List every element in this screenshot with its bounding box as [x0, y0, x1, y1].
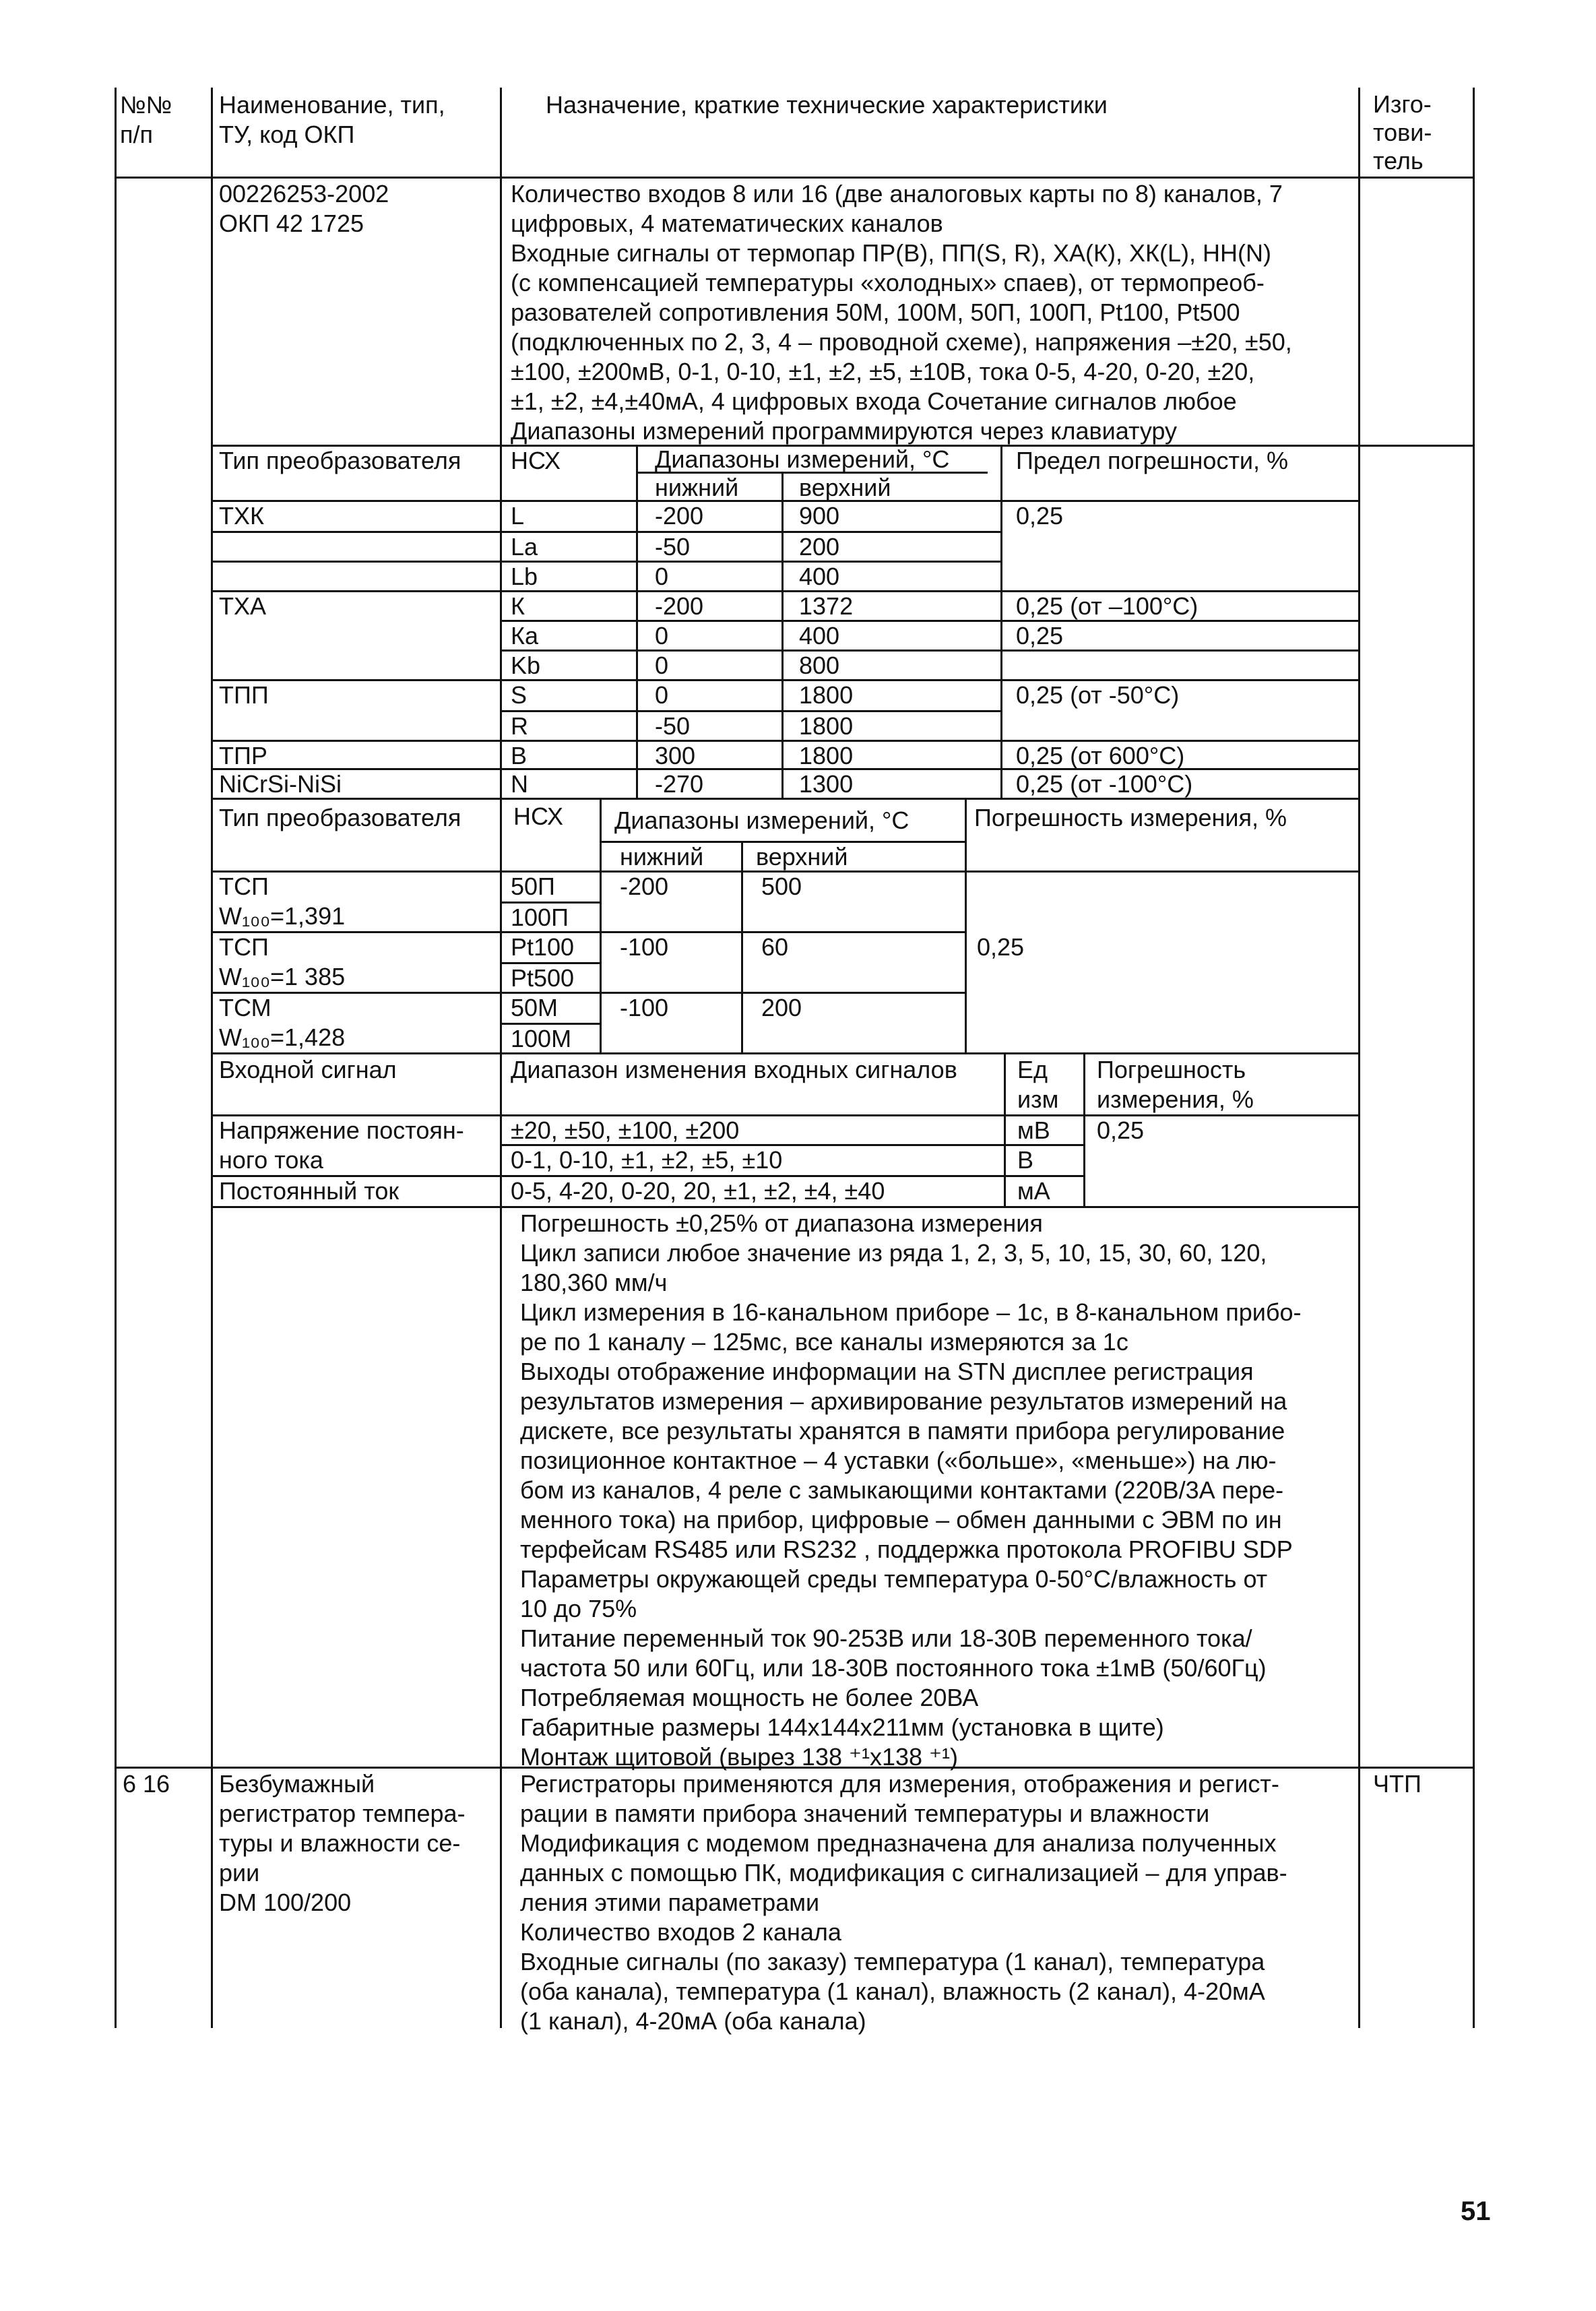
tc-r4 [500, 620, 1358, 622]
tc-head-high: верхний [799, 474, 891, 501]
tc-cell-err: 0,25 [1016, 622, 1064, 650]
sig-c1: 0-5, 4-20, 0-20, 20, ±1, ±2, ±4, ±40 [511, 1177, 885, 1205]
tc-cell-err: 0,25 (от 600°С) [1016, 742, 1185, 769]
tc-v-mid [781, 472, 784, 798]
sig-head-unit: Ед изм [1017, 1056, 1059, 1113]
tc-cell-nsx: Kb [511, 652, 541, 679]
rtd-head-low: нижний [620, 843, 704, 870]
tc-r6 [211, 679, 1358, 681]
rtd-cell-nsx2: 100П [511, 904, 569, 931]
tc-cell-type: ТХК [219, 502, 264, 530]
rtd-head-range: Диапазоны измерений, °С [614, 806, 909, 834]
tc-head-bottom [211, 500, 1358, 502]
tc-cell-nsx: Ка [511, 622, 538, 650]
rtd-err-value: 0,25 [977, 933, 1025, 961]
tc-head-low: нижний [655, 474, 739, 501]
rtd-cell-w: W₁₀₀=1,391 [219, 902, 346, 930]
tc-r7 [500, 710, 1000, 712]
tc-cell-high: 400 [799, 622, 840, 650]
tc-r2 [211, 561, 1000, 563]
tc-cell-nsx: L [511, 502, 525, 530]
tc-cell-type: ТПР [219, 742, 267, 769]
sig-u1: мВ [1017, 1116, 1050, 1144]
header-maker: Изго- тови- тель [1373, 90, 1432, 175]
tc-cell-high: 1800 [799, 712, 854, 740]
rtd-cell-high: 200 [761, 994, 802, 1021]
sig-v-unit [1004, 1052, 1006, 1206]
tc-v-err [1000, 445, 1002, 798]
item2-maker: ЧТП [1373, 1770, 1422, 1798]
tc-cell-low: 0 [655, 563, 669, 590]
tc-cell-nsx: К [511, 592, 525, 620]
rtd-cell-nsx2: 100М [511, 1025, 572, 1052]
item1-desc: Количество входов 8 или 16 (две аналоговых карты по 8) каналов, 7 цифровых, 4 математических каналов Входные сигналы от термопар ПР(В), ПП(S, R), ХА(К), ХК(L), НН(N) (с компенсацией температуры «холодных» спаев), от термопреоб- разователей сопротивления 50М, 100М, 50П, 100П, Pt100, Pt500 (подключенных по 2, 3, 4 – проводной схеме), напряжения –±20, ±50, ±100, ±200мВ, 0-1, 0-10, ±1, ±2, ±5, ±10В, тока 0-5, 4-20, 0-20, ±20, ±1, ±2, ±4,±40мА, 4 цифровых входа Сочетание сигналов любое Диапазоны измерений программируются через клавиатуру [511, 180, 1292, 445]
tc-cell-err: 0,25 (от –100°С) [1016, 592, 1199, 620]
tc-cell-high: 1800 [799, 681, 854, 709]
col-divider-1 [211, 88, 213, 2028]
tc-cell-low: -200 [655, 592, 704, 620]
tc-cell-err: 0,25 (от -100°С) [1016, 770, 1193, 798]
rtd-cell-nsx1: 50М [511, 994, 558, 1021]
sig-head-err: Погрешность измерения, % [1097, 1056, 1254, 1113]
tc-cell-low: -50 [655, 533, 691, 561]
sig-head-range: Диапазон изменения входных сигналов [511, 1056, 957, 1083]
rtd-head-nsx: НСХ [513, 802, 563, 830]
rtd-r4 [211, 992, 965, 994]
border-right [1473, 88, 1475, 2028]
rtd-v-err [965, 798, 967, 1052]
tc-head-nsx: НСХ [511, 447, 561, 474]
rtd-bottom [211, 1052, 1358, 1054]
tc-cell-nsx: R [511, 712, 528, 740]
tc-v-nsx [636, 445, 638, 798]
rtd-cell-type: ТСМ [219, 994, 272, 1021]
rtd-cell-w: W₁₀₀=1,428 [219, 1023, 346, 1051]
tc-cell-type: ТХА [219, 592, 267, 620]
rtd-v-nsx [600, 798, 602, 1052]
page-number: 51 [1461, 2196, 1491, 2226]
tc-cell-low: 300 [655, 742, 696, 769]
tc-cell-low: 0 [655, 622, 669, 650]
tc-cell-nsx: La [511, 533, 538, 561]
header-num: №№ п/п [120, 91, 172, 148]
sig-u2: В [1017, 1146, 1034, 1174]
border-left [115, 88, 117, 2028]
item1-codes: 00226253-2002 ОКП 42 1725 [219, 180, 389, 237]
tc-cell-high: 400 [799, 563, 840, 590]
tc-r1 [211, 531, 1000, 533]
tc-head-range: Диапазоны измерений, °С [655, 445, 950, 473]
item2-num: 6 16 [123, 1770, 170, 1798]
rtd-cell-w: W₁₀₀=1 385 [219, 963, 346, 990]
header-name: Наименование, тип, ТУ, код ОКП [219, 91, 445, 148]
rtd-cell-high: 60 [761, 933, 789, 961]
rtd-r2 [211, 931, 965, 933]
tc-cell-low: 0 [655, 681, 669, 709]
tc-cell-high: 200 [799, 533, 840, 561]
sig-v1: ±20, ±50, ±100, ±200 [511, 1116, 740, 1144]
tc-cell-high: 1800 [799, 742, 854, 769]
tc-cell-nsx: S [511, 681, 528, 709]
sig-bottom [211, 1206, 1358, 1208]
col-divider-3 [1358, 88, 1360, 2028]
tc-cell-low: -270 [655, 770, 704, 798]
rtd-cell-type: ТСП [219, 873, 269, 900]
tc-cell-high: 1372 [799, 592, 854, 620]
tc-r5 [500, 650, 1358, 652]
item2-name: Безбумажный регистратор темпера- туры и влажности се- рии DM 100/200 [219, 1770, 466, 1916]
rtd-cell-nsx1: 50П [511, 873, 555, 900]
rtd-cell-low: -100 [620, 994, 669, 1021]
tc-cell-high: 800 [799, 652, 840, 679]
tc-cell-type: NiCrSi-NiSi [219, 770, 342, 798]
tc-cell-low: -200 [655, 502, 704, 530]
rtd-cell-type: ТСП [219, 933, 269, 961]
rtd-head-type: Тип преобразователя [219, 804, 461, 831]
sig-v2: 0-1, 0-10, ±1, ±2, ±5, ±10 [511, 1146, 783, 1174]
rtd-head-high: верхний [756, 843, 848, 870]
item2-desc: Регистраторы применяются для измерения, отображения и регист- рации в памяти прибора значений температуры и влажности Модификация с модемом предназначена для анализа полученных данных с помощью ПК, модификация с сигнализацией – для управ- ления этими параметрами Количество входов 2 канала Входные сигналы (по заказу) температура (1 канал), температура (оба канала), температура (1 канал), влажность (2 канал), 4-20мА (1 канал), 4-20мА (оба канала) [520, 1770, 1287, 2035]
tc-cell-nsx: Lb [511, 563, 538, 590]
sig-v-err [1083, 1052, 1085, 1206]
tc-cell-high: 1300 [799, 770, 854, 798]
rtd-cell-nsx2: Pt500 [511, 964, 575, 992]
sig-current-label: Постоянный ток [219, 1177, 400, 1205]
rtd-cell-low: -200 [620, 873, 669, 900]
tc-cell-type: ТПП [219, 681, 269, 709]
rtd-v-mid [741, 841, 743, 1052]
tc-cell-nsx: В [511, 742, 528, 769]
sig-u3: мА [1017, 1177, 1050, 1205]
rtd-cell-low: -100 [620, 933, 669, 961]
tc-cell-nsx: N [511, 770, 528, 798]
header-purpose: Назначение, краткие технические характеристики [546, 91, 1108, 119]
header-bottom [115, 177, 1475, 179]
tc-cell-err: 0,25 [1016, 502, 1064, 530]
tc-head-type: Тип преобразователя [219, 447, 461, 474]
sig-err: 0,25 [1097, 1116, 1145, 1144]
tc-head-err: Предел погрешности, % [1016, 447, 1289, 474]
sig-head-signal: Входной сигнал [219, 1056, 397, 1083]
sig-voltage-label: Напряжение постоян- ного тока [219, 1116, 464, 1174]
tc-r8 [211, 740, 1358, 742]
tc-cell-high: 900 [799, 502, 840, 530]
tc-cell-low: -50 [655, 712, 691, 740]
tc-cell-low: 0 [655, 652, 669, 679]
tc-cell-err: 0,25 (от -50°С) [1016, 681, 1180, 709]
rtd-cell-nsx1: Pt100 [511, 933, 575, 961]
rtd-head-err: Погрешность измерения, % [974, 804, 1287, 831]
rtd-cell-high: 500 [761, 873, 802, 900]
col-divider-2 [500, 88, 502, 2028]
item1-more: Погрешность ±0,25% от диапазона измерения Цикл записи любое значение из ряда 1, 2, 3, 5, 10, 15, 30, 60, 120, 180,360 мм/ч Цикл измерения в 16-канальном приборе – 1с, в 8-канальном прибо- ре по 1 каналу – 125мс, все каналы измеряются за 1с Выходы отображение информации на STN дисплее регистрация результатов измерения – архивирование результатов измерений на дискете, все результаты хранятся в памяти прибора регулирование позиционное контактное – 4 уставки («больше», «меньше») на лю- бом из каналов, 4 реле с замыкающими контактами (220В/3А пере- менного тока) на прибор, цифровые – обмен данными с ЭВМ по ин терфейсам RS485 или RS232 , поддержка протокола PROFIBU SDP Параметры окружающей среды температура 0-50°С/влажность от 10 до 75% Питание переменный ток 90-253В или 18-30В переменного тока/ частота 50 или 60Гц, или 18-30В постоянного тока ±1мВ (50/60Гц) Потребляемая мощность не более 20ВА Габаритные размеры 144х144х211мм (установка в щите) Монтаж щитовой (вырез 138 ⁺¹х138 ⁺¹) [520, 1209, 1302, 1771]
